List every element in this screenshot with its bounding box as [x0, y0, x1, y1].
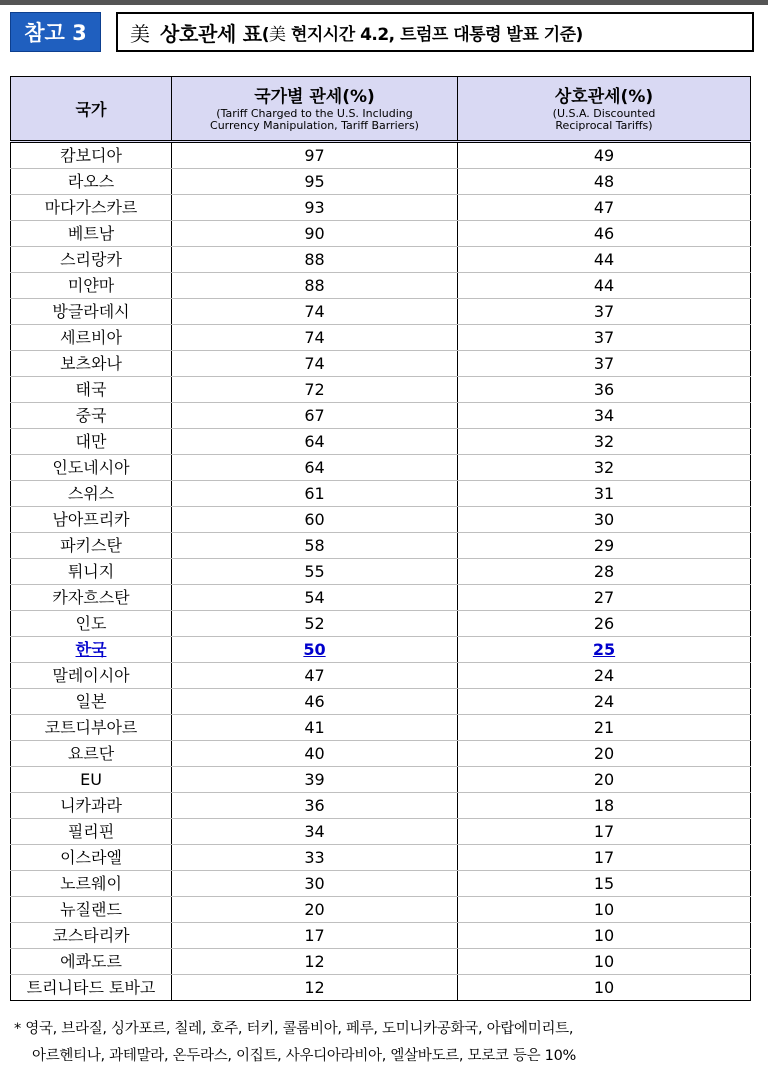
cell-reciprocal: 32	[458, 455, 751, 481]
table-row	[11, 429, 751, 455]
cell-country: 카자흐스탄	[11, 585, 172, 611]
cell-reciprocal: 10	[458, 975, 751, 1001]
cell-country: 코스타리카	[11, 923, 172, 949]
cell-country: 트리니타드 토바고	[11, 975, 172, 1001]
cell-country: 베트남	[11, 221, 172, 247]
table-row	[11, 975, 751, 1001]
table-row	[11, 767, 751, 793]
table-row	[11, 559, 751, 585]
cell-country: 미얀마	[11, 273, 172, 299]
tariff-table	[10, 76, 751, 1001]
cell-country: 마다가스카르	[11, 195, 172, 221]
cell-tariff: 95	[172, 169, 458, 195]
cell-country: 일본	[11, 689, 172, 715]
table-header-row	[11, 77, 751, 142]
cell-country: 중국	[11, 403, 172, 429]
table-row	[11, 403, 751, 429]
cell-reciprocal: 37	[458, 299, 751, 325]
cell-tariff: 40	[172, 741, 458, 767]
cell-reciprocal: 17	[458, 845, 751, 871]
cell-tariff: 60	[172, 507, 458, 533]
cell-country: 뉴질랜드	[11, 897, 172, 923]
table-row	[11, 481, 751, 507]
footnote-line-1: * 영국, 브라질, 싱가포르, 칠레, 호주, 터키, 콜롬비아, 페루, 도미니카공화국, 아랍에미리트,	[14, 1021, 574, 1037]
cell-tariff: 64	[172, 455, 458, 481]
cell-tariff: 74	[172, 325, 458, 351]
cell-country: 인도	[11, 611, 172, 637]
cell-tariff: 46	[172, 689, 458, 715]
cell-country: 보츠와나	[11, 351, 172, 377]
cell-tariff: 50	[172, 637, 458, 663]
cell-tariff: 88	[172, 273, 458, 299]
table-row	[11, 793, 751, 819]
cell-reciprocal: 25	[458, 637, 751, 663]
title-paren-open: (	[261, 24, 270, 45]
table-row	[11, 585, 751, 611]
table-row	[11, 325, 751, 351]
footnote-line-2: 아르헨티나, 과테말라, 온두라스, 이집트, 사우디아라비아, 엘살바도르, 모로코 등은 10%	[32, 1048, 576, 1064]
table-row	[11, 819, 751, 845]
cell-country: 캄보디아	[11, 142, 172, 169]
cell-reciprocal: 15	[458, 871, 751, 897]
title-paren-country: 美	[269, 24, 286, 45]
cell-tariff: 97	[172, 142, 458, 169]
cell-country: 태국	[11, 377, 172, 403]
table-row	[11, 195, 751, 221]
cell-tariff: 34	[172, 819, 458, 845]
cell-reciprocal: 46	[458, 221, 751, 247]
cell-tariff: 72	[172, 377, 458, 403]
header-reciprocal-sub-2: Reciprocal Tariffs)	[555, 118, 653, 132]
table-row	[11, 377, 751, 403]
table-row	[11, 845, 751, 871]
cell-reciprocal: 10	[458, 923, 751, 949]
cell-reciprocal: 44	[458, 273, 751, 299]
title-paren-text: 현지시간 4.2, 트럼프 대통령 발표 기준)	[285, 24, 583, 45]
cell-tariff: 30	[172, 871, 458, 897]
cell-tariff: 52	[172, 611, 458, 637]
cell-country: 튀니지	[11, 559, 172, 585]
cell-reciprocal: 36	[458, 377, 751, 403]
cell-tariff: 33	[172, 845, 458, 871]
cell-reciprocal: 26	[458, 611, 751, 637]
table-row	[11, 247, 751, 273]
table-row	[11, 169, 751, 195]
cell-reciprocal: 29	[458, 533, 751, 559]
cell-country: 세르비아	[11, 325, 172, 351]
page-title: 상호관세 표	[160, 21, 262, 46]
cell-tariff: 39	[172, 767, 458, 793]
cell-tariff: 55	[172, 559, 458, 585]
cell-reciprocal: 20	[458, 767, 751, 793]
table-row	[11, 689, 751, 715]
cell-tariff: 20	[172, 897, 458, 923]
cell-reciprocal: 48	[458, 169, 751, 195]
cell-country: 노르웨이	[11, 871, 172, 897]
cell-country: 니카과라	[11, 793, 172, 819]
cell-tariff: 36	[172, 793, 458, 819]
cell-country: 인도네시아	[11, 455, 172, 481]
cell-country: 에콰도르	[11, 949, 172, 975]
cell-country: 스리랑카	[11, 247, 172, 273]
cell-tariff: 61	[172, 481, 458, 507]
reference-badge: 참고 3	[10, 12, 101, 52]
table-row	[11, 637, 751, 663]
cell-country: 코트디부아르	[11, 715, 172, 741]
header-country: 국가	[11, 77, 172, 142]
title-subtitle	[262, 20, 583, 45]
title-box	[116, 12, 754, 52]
cell-reciprocal: 37	[458, 325, 751, 351]
cell-tariff: 12	[172, 975, 458, 1001]
cell-reciprocal: 31	[458, 481, 751, 507]
header-tariff	[172, 77, 458, 142]
cell-reciprocal: 24	[458, 663, 751, 689]
cell-reciprocal: 27	[458, 585, 751, 611]
table-row	[11, 455, 751, 481]
table-row	[11, 507, 751, 533]
table-row	[11, 299, 751, 325]
cell-country: 방글라데시	[11, 299, 172, 325]
table-row	[11, 611, 751, 637]
table-row	[11, 273, 751, 299]
header-reciprocal-sub-1: (U.S.A. Discounted	[552, 106, 656, 120]
cell-reciprocal: 17	[458, 819, 751, 845]
top-rule	[0, 0, 768, 5]
cell-reciprocal: 30	[458, 507, 751, 533]
cell-tariff: 17	[172, 923, 458, 949]
cell-tariff: 64	[172, 429, 458, 455]
cell-reciprocal: 28	[458, 559, 751, 585]
cell-country: 남아프리카	[11, 507, 172, 533]
cell-reciprocal: 10	[458, 949, 751, 975]
header-tariff-sub-1: (Tariff Charged to the U.S. Including	[216, 106, 413, 120]
cell-tariff: 93	[172, 195, 458, 221]
cell-country: 라오스	[11, 169, 172, 195]
cell-reciprocal: 47	[458, 195, 751, 221]
table-row	[11, 871, 751, 897]
cell-reciprocal: 37	[458, 351, 751, 377]
cell-reciprocal: 49	[458, 142, 751, 169]
cell-country: 파키스탄	[11, 533, 172, 559]
cell-tariff: 47	[172, 663, 458, 689]
table-row	[11, 533, 751, 559]
cell-reciprocal: 21	[458, 715, 751, 741]
header-tariff-main: 국가별 관세(%)	[254, 86, 375, 107]
title-prefix: 美	[130, 21, 150, 46]
table-row	[11, 221, 751, 247]
cell-reciprocal: 18	[458, 793, 751, 819]
cell-tariff: 12	[172, 949, 458, 975]
cell-tariff: 88	[172, 247, 458, 273]
cell-tariff: 41	[172, 715, 458, 741]
cell-tariff: 74	[172, 299, 458, 325]
table-row	[11, 923, 751, 949]
cell-country: EU	[11, 767, 172, 793]
cell-tariff: 58	[172, 533, 458, 559]
cell-country: 요르단	[11, 741, 172, 767]
table-body	[11, 142, 751, 1001]
cell-tariff: 90	[172, 221, 458, 247]
cell-country: 이스라엘	[11, 845, 172, 871]
table-row	[11, 351, 751, 377]
table-row	[11, 142, 751, 169]
cell-country: 필리핀	[11, 819, 172, 845]
cell-country: 말레이시아	[11, 663, 172, 689]
header-tariff-sub-2: Currency Manipulation, Tariff Barriers)	[210, 118, 419, 132]
cell-tariff: 74	[172, 351, 458, 377]
table-row	[11, 741, 751, 767]
table-row	[11, 663, 751, 689]
cell-country: 스위스	[11, 481, 172, 507]
cell-reciprocal: 24	[458, 689, 751, 715]
footnote	[14, 1016, 759, 1070]
cell-reciprocal: 44	[458, 247, 751, 273]
cell-reciprocal: 34	[458, 403, 751, 429]
cell-reciprocal: 20	[458, 741, 751, 767]
cell-country: 대만	[11, 429, 172, 455]
table-row	[11, 949, 751, 975]
header-reciprocal	[458, 77, 751, 142]
header-reciprocal-main: 상호관세(%)	[554, 86, 654, 107]
cell-country: 한국	[11, 637, 172, 663]
cell-tariff: 54	[172, 585, 458, 611]
cell-tariff: 67	[172, 403, 458, 429]
cell-reciprocal: 10	[458, 897, 751, 923]
cell-reciprocal: 32	[458, 429, 751, 455]
table-row	[11, 897, 751, 923]
table-row	[11, 715, 751, 741]
